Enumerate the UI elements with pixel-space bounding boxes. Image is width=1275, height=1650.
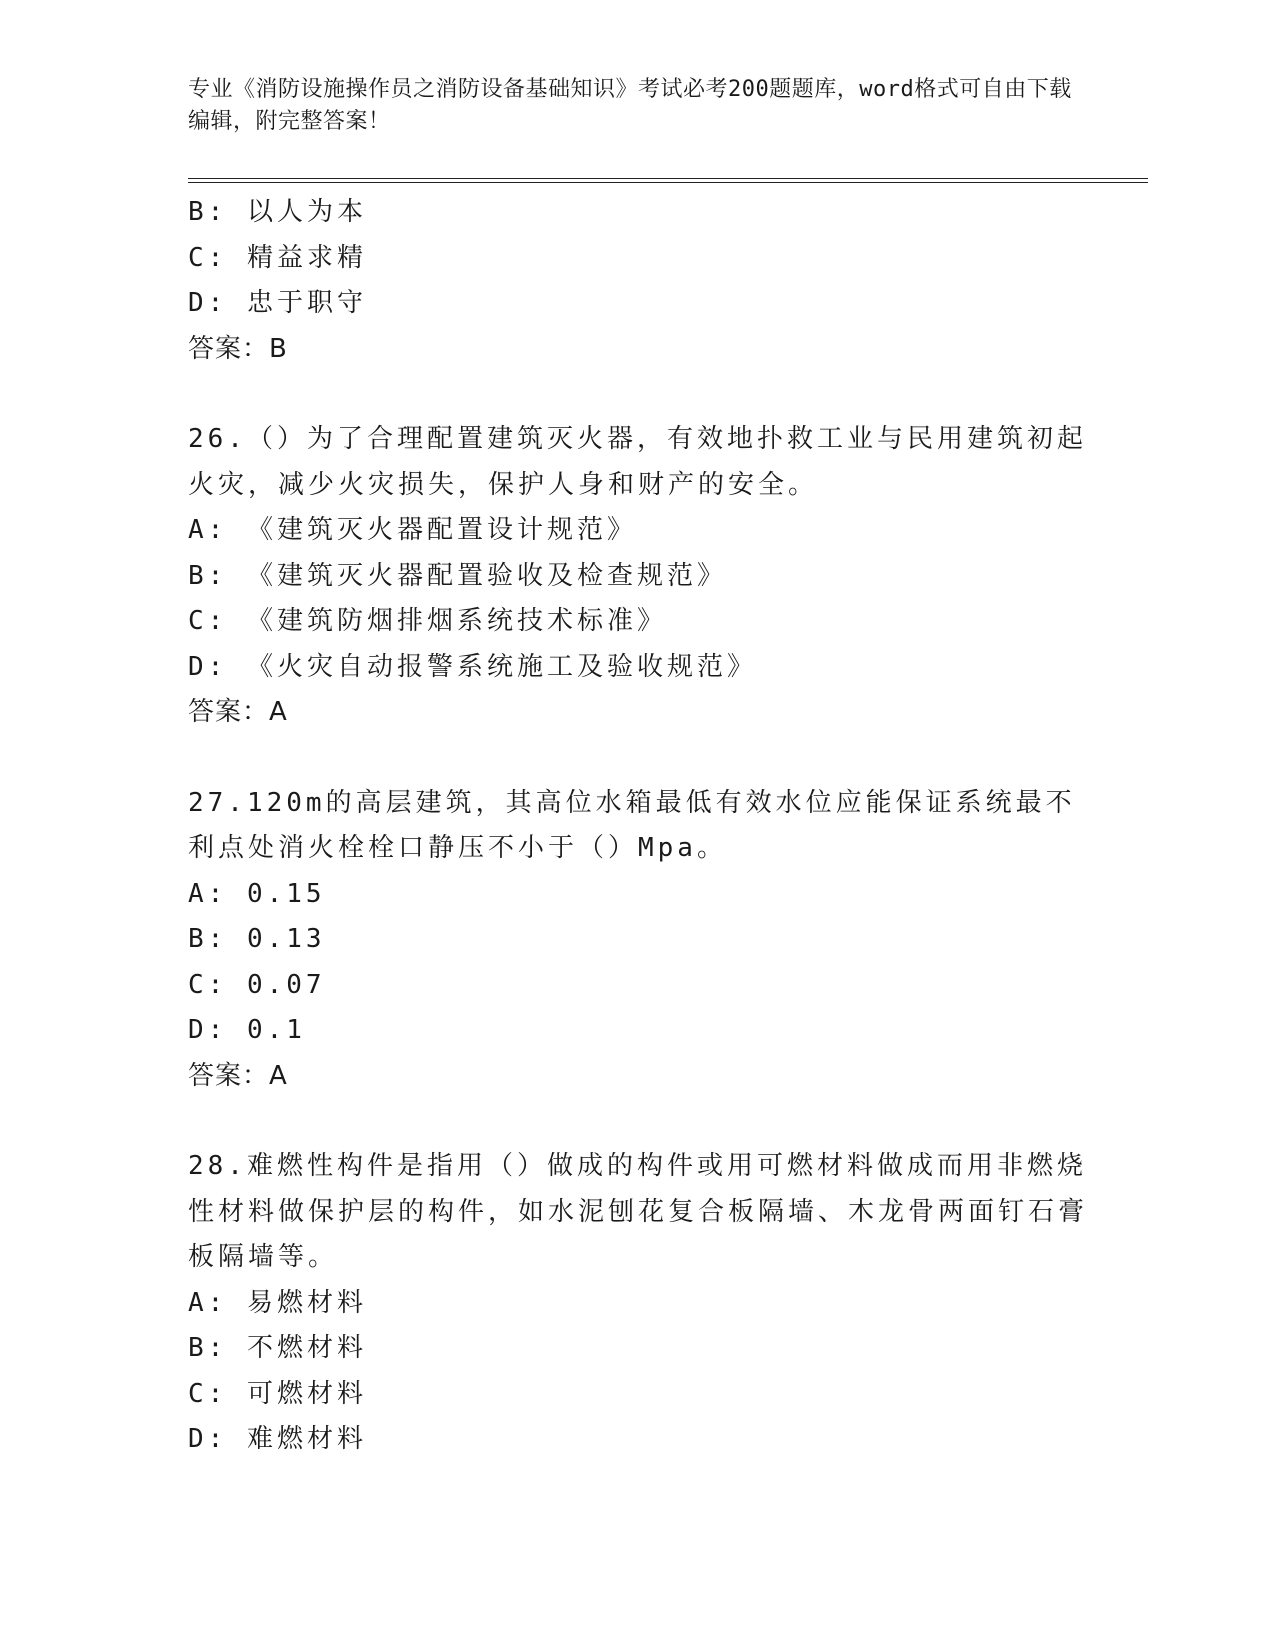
option-d: D: 难燃材料 xyxy=(188,1424,367,1454)
option-d: D: 《火灾自动报警系统施工及验收规范》 xyxy=(188,651,757,682)
option-a: A: 0.15 xyxy=(188,878,326,909)
option-c: C: 《建筑防烟排烟系统技术标准》 xyxy=(188,606,667,636)
question-stem: 28.难燃性构件是指用（）做成的构件或用可燃材料做成而用非燃烧性材料做保护层的构件，如水泥刨花复合板隔墙、木龙骨两面钉石膏板隔墙等。 xyxy=(188,1151,1089,1272)
option-d: D: 0.1 xyxy=(188,1015,306,1045)
question-stem: 27.120m的高层建筑，其高位水箱最低有效水位应能保证系统最不利点处消火栓栓口静压不小于（）Mpa。 xyxy=(188,787,1076,863)
option-b: B: 以人为本 xyxy=(188,197,367,227)
question-stem: 26.（）为了合理配置建筑灭火器，有效地扑救工业与民用建筑初起火灾，减少火灾损失，保护人身和财产的安全。 xyxy=(188,424,1087,500)
answer-line: 答案：A xyxy=(188,1060,288,1091)
option-c: C: 0.07 xyxy=(188,969,326,1000)
option-b: B: 《建筑灭火器配置验收及检查规范》 xyxy=(188,560,727,591)
answer-line: 答案：A xyxy=(188,697,288,727)
question-28 xyxy=(188,1144,1088,1463)
option-d: D: 忠于职守 xyxy=(188,288,367,318)
document-header: 专业《消防设施操作员之消防设备基础知识》考试必考200题题库，word格式可自由下载编辑，附完整答案！ xyxy=(188,77,1072,134)
document-body xyxy=(188,190,1088,1463)
option-a: A: 易燃材料 xyxy=(188,1287,367,1318)
question-26 xyxy=(188,417,1088,736)
option-c: C: 精益求精 xyxy=(188,242,367,273)
answer-line: 答案：B xyxy=(188,333,288,364)
option-a: A: 《建筑灭火器配置设计规范》 xyxy=(188,515,637,545)
option-b: B: 不燃材料 xyxy=(188,1333,367,1363)
option-c: C: 可燃材料 xyxy=(188,1378,367,1409)
header-divider xyxy=(188,178,1148,183)
question-27 xyxy=(188,781,1088,1100)
question-25-continued xyxy=(188,190,1088,372)
option-b: B: 0.13 xyxy=(188,924,326,954)
